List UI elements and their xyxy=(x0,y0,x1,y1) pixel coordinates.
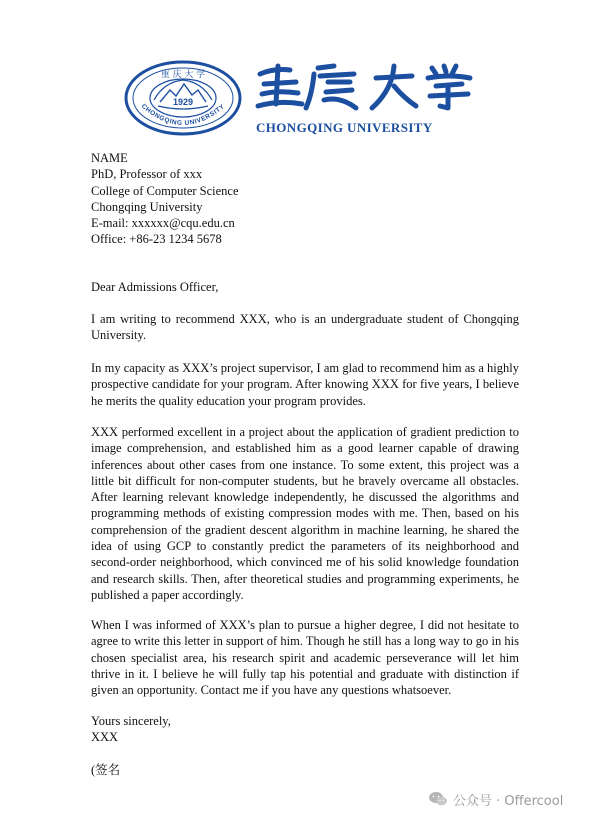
svg-text:重 庆 大 学: 重 庆 大 学 xyxy=(160,70,206,80)
letterhead xyxy=(124,58,484,138)
signer-name: XXX xyxy=(91,730,119,745)
sender-email: E-mail: xxxxxx@cqu.edu.cn xyxy=(91,216,235,231)
watermark-text: 公众号 · Offercool xyxy=(453,793,564,809)
watermark xyxy=(428,790,563,808)
closing-phrase: Yours sincerely, xyxy=(91,714,171,728)
sender-title: PhD, Professor of xxx xyxy=(91,167,203,182)
sender-name: NAME xyxy=(91,151,128,165)
paragraph-supervisor-capacity: In my capacity as XXX’s project supervisor, I am glad to recommend him as a highly prospective candidate for your program. After knowing XXX for five years, I believe he merits the quality education your program provides. xyxy=(91,361,519,408)
svg-text:CHONGQING UNIVERSITY: CHONGQING UNIVERSITY xyxy=(139,102,227,128)
university-seal-logo xyxy=(124,60,242,136)
sender-university: Chongqing University xyxy=(91,199,203,214)
paragraph-introduction: I am writing to recommend XXX, who is an undergraduate student of Chongqing University. xyxy=(91,312,519,343)
signature-note: (签名 xyxy=(91,763,121,777)
salutation: Dear Admissions Officer, xyxy=(91,280,219,294)
closing-block xyxy=(91,713,171,746)
paragraph-project-performance: XXX performed excellent in a project about the application of gradient prediction to image comprehension, and established him as a good learner capable of drawing inferences about other cases from one instance. To some extent, this project was a little bit difficult for non-computer students, but he bravely overcame all obstacles. After learning relevant knowledge independently, he discussed the algorithms and programming methods of existing compression modes with me. Then, based on his comprehension of the gradient descent algorithm in machine learning, he shared the idea of using GCP to constantly predict the parameters of its neighborhood and second-order neighborhood, which convinced me of his solid knowledge foundation and research skills. Then, after theoretical studies and programming experiments, he published a paper accordingly. xyxy=(91,425,519,602)
sender-block xyxy=(91,150,239,248)
sender-office-phone: Office: +86-23 1234 5678 xyxy=(91,232,222,247)
university-calligraphy-logo xyxy=(254,60,474,112)
university-name-english: CHONGQING UNIVERSITY xyxy=(256,120,433,135)
wechat-icon xyxy=(428,791,448,807)
paragraph-recommendation: When I was informed of XXX’s plan to pursue a higher degree, I did not hesitate to agree to write this letter in support of him. Though he still has a long way to go in his chosen specialist area, his research spirit and academic perseverance will let him thrive in it. I believe he will fully tap his potential and graduate with distinction if given an opportunity. Contact me if you have any questions whatsoever. xyxy=(91,618,519,698)
svg-text:1929: 1929 xyxy=(172,97,194,107)
sender-college: College of Computer Science xyxy=(91,183,239,198)
